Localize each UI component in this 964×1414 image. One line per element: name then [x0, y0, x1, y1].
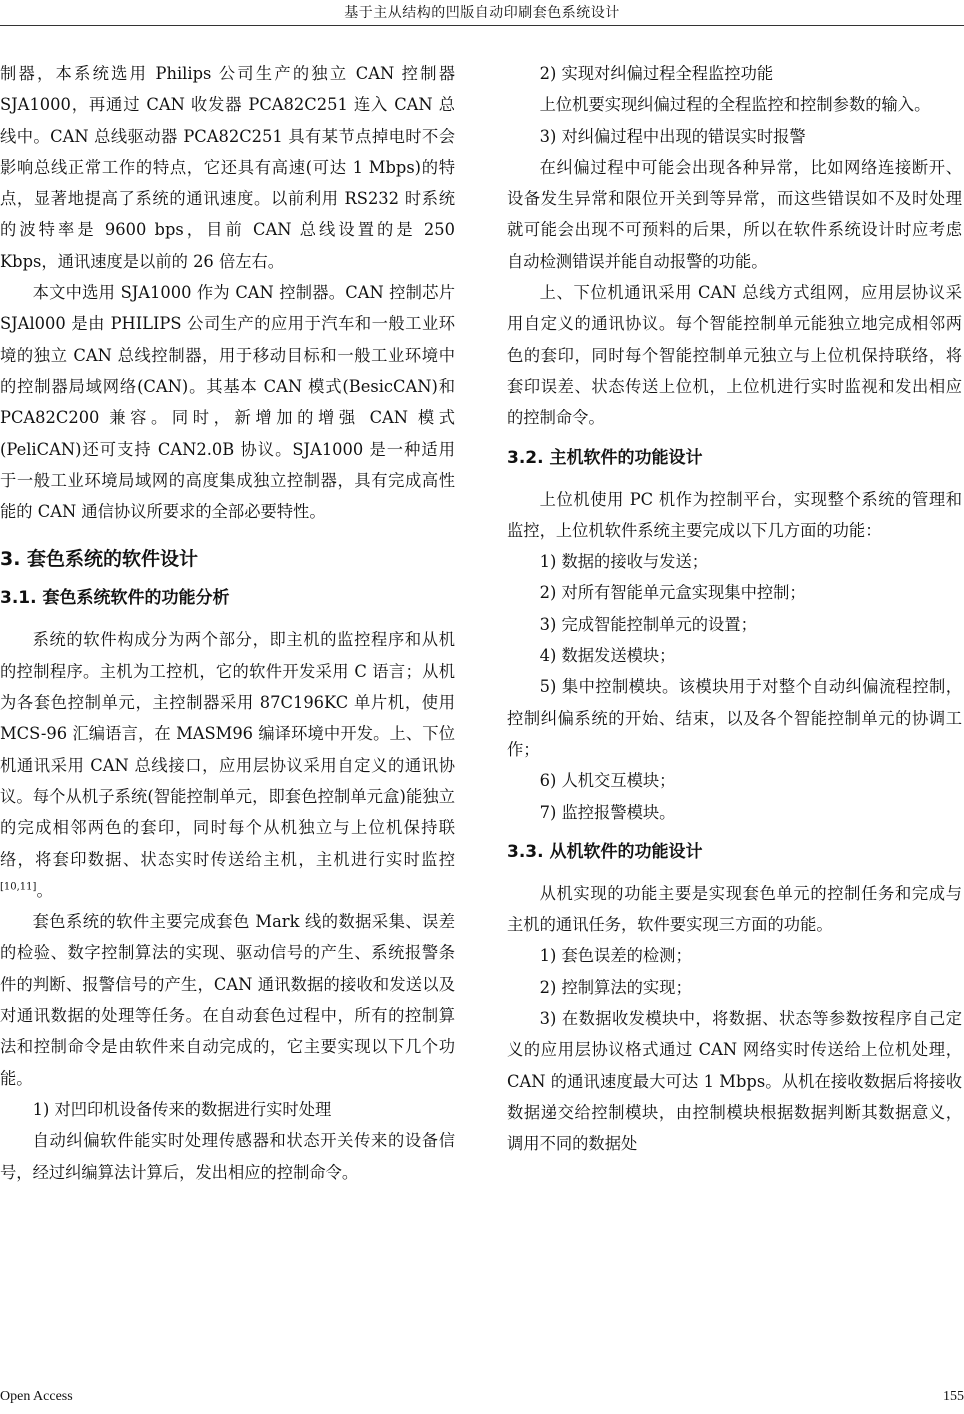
paragraph: 制器，本系统选用 Philips 公司生产的独立 CAN 控制器 SJA1000，再通过 CAN 收发器 PCA82C251 连入 CAN 总线中。CAN 总线驱动器 PCA82C251 具有某节点掉电时不会影响总线正常工作的特点，它还具有高速(可达 1 Mbps)的特点，显著地提高了系统的通讯速度。以前利用 RS232 时系统的波特率是 9600 bps，目前 CAN 总线设置的是 250 Kbps，通讯速度是以前的 26 倍左右。 — [0, 64, 455, 271]
paragraph: 从机实现的功能主要是实现套色单元的控制任务和完成与主机的通讯任务，软件要实现三方面的功能。 — [507, 883, 962, 935]
list-item: 1) 套色误差的检测； — [539, 946, 692, 966]
paragraph-end: 。 — [36, 880, 53, 900]
list-item: 3) 完成智能控制单元的设置； — [539, 614, 757, 634]
list-item: 2) 控制算法的实现； — [539, 977, 692, 997]
page-number: 155 — [943, 1389, 964, 1404]
list-item: 5) 集中控制模块。该模块用于对整个自动纠偏流程控制，控制纠偏系统的开始、结束，以及各个智能控制单元的协调工作； — [507, 677, 962, 759]
list-item: 2) 对所有智能单元盒实现集中控制； — [539, 583, 806, 603]
list-item: 6) 人机交互模块； — [539, 771, 676, 791]
paragraph — [0, 624, 455, 906]
paragraph-text: 系统的软件构成分为两个部分，即主机的监控程序和从机的控制程序。主机为工控机，它的软件开发采用 C 语言；从机为各套色控制单元，主控制器采用 87C196KC 单片机，使用 MCS-96 汇编语言，在 MASM96 编译环境中开发。上、下位机通讯采用 CAN 总线接口，应用层协议采用自定义的通讯协议。每个从机子系统(智能控制单元，即套色控制单元盒)能独立的完成相邻两色的套印，同时每个从机独立与上位机保持联络，将套印数据、状态实时传送给主机，主机进行实时监控 — [0, 630, 455, 869]
paragraph: 上位机使用 PC 机作为控制平台，实现整个系统的管理和监控，上位机软件系统主要完成以下几方面的功能： — [507, 489, 962, 540]
function-item-1: 1) 对凹印机设备传来的数据进行实时处理 — [32, 1099, 332, 1119]
paragraph: 在纠偏过程中可能会出现各种异常，比如网络连接断开、设备发生异常和限位开关到等异常，而这些错误如不及时处理就可能会出现不可预料的后果，所以在软件系统设计时应考虑自动检测错误并能自动报警的功能。 — [507, 157, 962, 271]
section-heading-3-2: 3.2. 主机软件的功能设计 — [507, 447, 703, 468]
journal-name: Open Access — [0, 1389, 73, 1404]
header-rule — [0, 25, 964, 26]
left-column — [0, 58, 455, 1188]
paragraph: 自动纠偏软件能实时处理传感器和状态开关传来的设备信号，经过纠编算法计算后，发出相应的控制命令。 — [0, 1131, 455, 1182]
running-title: 基于主从结构的凹版自动印刷套色系统设计 — [344, 5, 620, 21]
list-item: 4) 数据发送模块； — [539, 646, 676, 666]
function-item-2: 2) 实现对纠偏过程全程监控功能 — [539, 64, 774, 83]
list-item: 3) 在数据收发模块中，将数据、状态等参数按程序自己定义的应用层协议格式通过 CAN 网络实时传送给上位机处理，CAN 的通讯速度最大可达 1 Mbps。从机在接收数据后将接收数据递交给控制模块，由控制模块根据数据判断其数据意义，调用不同的数据处 — [507, 1009, 962, 1154]
list-item: 1) 数据的接收与发送； — [539, 552, 709, 572]
paragraph: 上、下位机通讯采用 CAN 总线方式组网，应用层协议采用自定义的通讯协议。每个智能控制单元能独立地完成相邻两色的套印，同时每个智能控制单元独立与上位机保持联络，将套印误差、状态传送上位机，上位机进行实时监视和发出相应的控制命令。 — [507, 283, 962, 428]
section-heading-3-3: 3.3. 从机软件的功能设计 — [507, 841, 703, 862]
section-heading-3-1: 3.1. 套色系统软件的功能分析 — [0, 588, 230, 609]
paragraph: 上位机要实现纠偏过程的全程监控和控制参数的输入。 — [539, 95, 931, 115]
paragraph: 本文中选用 SJA1000 作为 CAN 控制器。CAN 控制芯片 SJAl000 是由 PHILIPS 公司生产的应用于汽车和一般工业环境的独立 CAN 总线控制器，用于移动目标和一般工业环境中的控制器局域网络(CAN)。其基本 CAN 模式(BesicCAN)和 PCA82C200 兼容。同时，新增加的增强 CAN 模式(PeliCAN)还可支持 CAN2.0B 协议。SJA1000 是一种适用于一般工业环境局域网的高度集成独立控制器，具有完成高性能的 CAN 通信协议所要求的全部必要特性。 — [0, 283, 455, 522]
citation-ref[interactable]: [10,11] — [0, 881, 37, 893]
section-heading-3: 3. 套色系统的软件设计 — [0, 548, 199, 571]
right-column — [507, 58, 962, 1160]
list-item: 7) 监控报警模块。 — [539, 802, 676, 822]
paragraph: 套色系统的软件主要完成套色 Mark 线的数据采集、误差的检验、数字控制算法的实现、驱动信号的产生、系统报警条件的判断、报警信号的产生，CAN 通讯数据的接收和发送以及对通讯数据的处理等任务。在自动套色过程中，所有的控制算法和控制命令是由软件来自动完成的，它主要实现以下几个功能。 — [0, 912, 455, 1088]
function-item-3: 3) 对纠偏过程中出现的错误实时报警 — [539, 126, 806, 146]
